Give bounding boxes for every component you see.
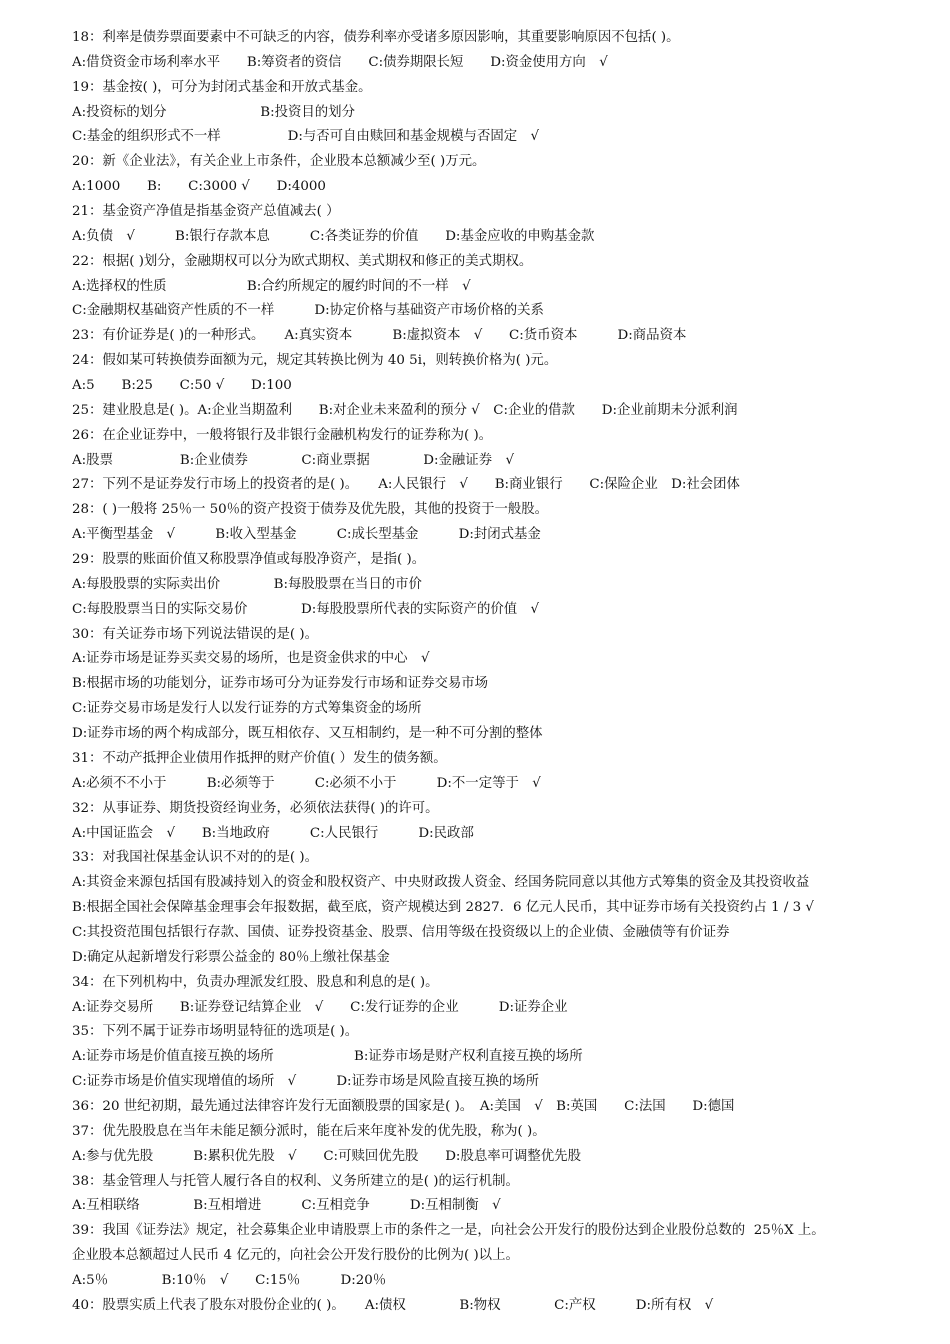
- text-line: 34：在下列机构中，负责办理派发红股、股息和利息的是( )。: [72, 974, 439, 990]
- text-line: 39：我国《证券法》规定，社会募集企业申请股票上市的条件之一是，向社会公开发行的股份达到企业股份总数的 25％X 上。: [72, 1223, 825, 1239]
- text-line: A:证券交易所 B:证券登记结算企业 √ C:发行证券的企业 D:证券企业: [72, 999, 568, 1015]
- text-line: C:证券交易市场是发行人以发行证券的方式筹集资金的场所: [72, 701, 422, 717]
- text-line: C:每股股票当日的实际交易价 D:每股股票所代表的实际资产的价值 √: [72, 601, 540, 617]
- text-line: C:其投资范围包括银行存款、国债、证券投资基金、股票、信用等级在投资级以上的企业债、金融债等有价证券: [72, 924, 730, 940]
- text-line: A:负债 √ B:银行存款本息 C:各类证券的价值 D:基金应收的申购基金款: [72, 228, 595, 244]
- text-line: A:5 B:25 C:50 √ D:100: [72, 378, 292, 394]
- text-line: B:根据市场的功能划分，证券市场可分为证券发行市场和证券交易市场: [72, 676, 489, 692]
- text-line: 19：基金按( )，可分为封闭式基金和开放式基金。: [72, 79, 372, 95]
- text-line: 企业股本总额超过人民币 4 亿元的，向社会公开发行股份的比例为( )以上。: [72, 1248, 519, 1264]
- text-line: 25：建业股息是( )。A:企业当期盈利 B:对企业未来盈利的预分 √ C:企业的借款 D:企业前期未分派利润: [72, 402, 738, 418]
- text-line: A:互相联络 B:互相增进 C:互相竞争 D:互相制衡 √: [72, 1198, 501, 1214]
- text-line: 30：有关证券市场下列说法错误的是( )。: [72, 626, 318, 642]
- text-line: D:证券市场的两个构成部分，既互相依存、又互相制约，是一种不可分割的整体: [72, 726, 543, 742]
- text-line: A:证券市场是证券买卖交易的场所，也是资金供求的中心 √: [72, 651, 430, 667]
- text-line: 24：假如某可转换债券面额为元，规定其转换比例为 40 5i，则转换价格为( )元。: [72, 353, 558, 369]
- text-line: C:基金的组织形式不一样 D:与否可自由赎回和基金规模与否固定 √: [72, 129, 540, 145]
- document-body: [72, 26, 892, 1319]
- text-line: A:5％ B:10％ √ C:15％ D:20％: [72, 1272, 387, 1288]
- text-line: A:每股股票的实际卖出价 B:每股股票在当日的市价: [72, 576, 422, 592]
- text-line: A:选择权的性质 B:合约所规定的履约时间的不一样 √: [72, 278, 471, 294]
- text-line: A:其资金来源包括国有股减持划入的资金和股权资产、中央财政拨人资金、经国务院同意以其他方式筹集的资金及其投资收益: [72, 875, 810, 891]
- text-line: A:1000 B: C:3000 √ D:4000: [72, 179, 326, 195]
- text-line: 18：利率是债券票面要素中不可缺乏的内容，债券利率亦受诸多原因影响，其重要影响原因不包括( )。: [72, 30, 680, 45]
- text-line: 20：新《企业法》，有关企业上市条件，企业股本总额减少至( )万元。: [72, 154, 486, 170]
- text-line: A:平衡型基金 √ B:收入型基金 C:成长型基金 D:封闭式基金: [72, 527, 541, 543]
- text-line: A:借贷资金市场利率水平 B:筹资者的资信 C:债券期限长短 D:资金使用方向 √: [72, 54, 608, 70]
- text-line: 31：不动产抵押企业债用作抵押的财产价值( ）发生的债务额。: [72, 750, 447, 766]
- text-line: 33：对我国社保基金认识不对的的是( )。: [72, 850, 318, 866]
- text-line: 27：下列不是证券发行市场上的投资者的是( )。 A:人民银行 √ B:商业银行 C:保险企业 D:社会团体: [72, 477, 740, 493]
- text-line: 22：根据( )划分，金融期权可以分为欧式期权、美式期权和修正的美式期权。: [72, 253, 533, 269]
- text-line: 36：20 世纪初期，最先通过法律容许发行无面额股票的国家是( )。 A:美国 √ B:英国 C:法国 D:德国: [72, 1098, 735, 1114]
- text-line: B:根据全国社会保障基金理事会年报数据，截至底，资产规模达到 2827．6 亿元人民币，其中证券市场有关投资约占 1 / 3 √: [72, 900, 814, 916]
- text-line: A:股票 B:企业债券 C:商业票据 D:金融证券 √: [72, 452, 515, 468]
- text-line: C:证券市场是价值实现增值的场所 √ D:证券市场是风险直接互换的场所: [72, 1074, 540, 1090]
- text-line: 21：基金资产净值是指基金资产总值减去( ）: [72, 204, 340, 220]
- text-line: 40：股票实质上代表了股东对股份企业的( )。 A:债权 B:物权 C:产权 D:所有权 √: [72, 1297, 714, 1313]
- text-line: C:金融期权基础资产性质的不一样 D:协定价格与基础资产市场价格的关系: [72, 303, 544, 319]
- text-line: D:确定从起新增发行彩票公益金的 80％上缴社保基金: [72, 949, 390, 965]
- text-line: A:参与优先股 B:累积优先股 √ C:可赎回优先股 D:股息率可调整优先股: [72, 1148, 581, 1164]
- text-line: 35：下列不属于证券市场明显特征的选项是( )。: [72, 1024, 359, 1040]
- text-line: 38：基金管理人与托管人履行各自的权利、义务所建立的是( )的运行机制。: [72, 1173, 519, 1189]
- text-line: 29：股票的账面价值又称股票净值或每股净资产，是指( )。: [72, 552, 426, 568]
- text-line: 28：( )一般将 25％一 50％的资产投资于债券及优先股，其他的投资于一般股。: [72, 502, 549, 518]
- text-line: 37：优先股股息在当年未能足额分派时，能在后来年度补发的优先股，称为( )。: [72, 1123, 546, 1139]
- text-line: A:必须不不小于 B:必须等于 C:必须不小于 D:不一定等于 √: [72, 775, 541, 791]
- text-line: A:投资标的划分 B:投资目的划分: [72, 104, 355, 120]
- text-line: A:中国证监会 √ B:当地政府 C:人民银行 D:民政部: [72, 825, 474, 841]
- text-line: A:证券市场是价值直接互换的场所 B:证券市场是财产权利直接互换的场所: [72, 1049, 583, 1065]
- text-line: 26：在企业证券中，一般将银行及非银行金融机构发行的证券称为( )。: [72, 427, 493, 443]
- text-line: 32：从事证券、期货投资经询业务，必须依法获得( )的许可。: [72, 800, 439, 816]
- text-line: 23：有价证券是( )的一种形式。 A:真实资本 B:虚拟资本 √ C:货币资本 D:商品资本: [72, 328, 687, 344]
